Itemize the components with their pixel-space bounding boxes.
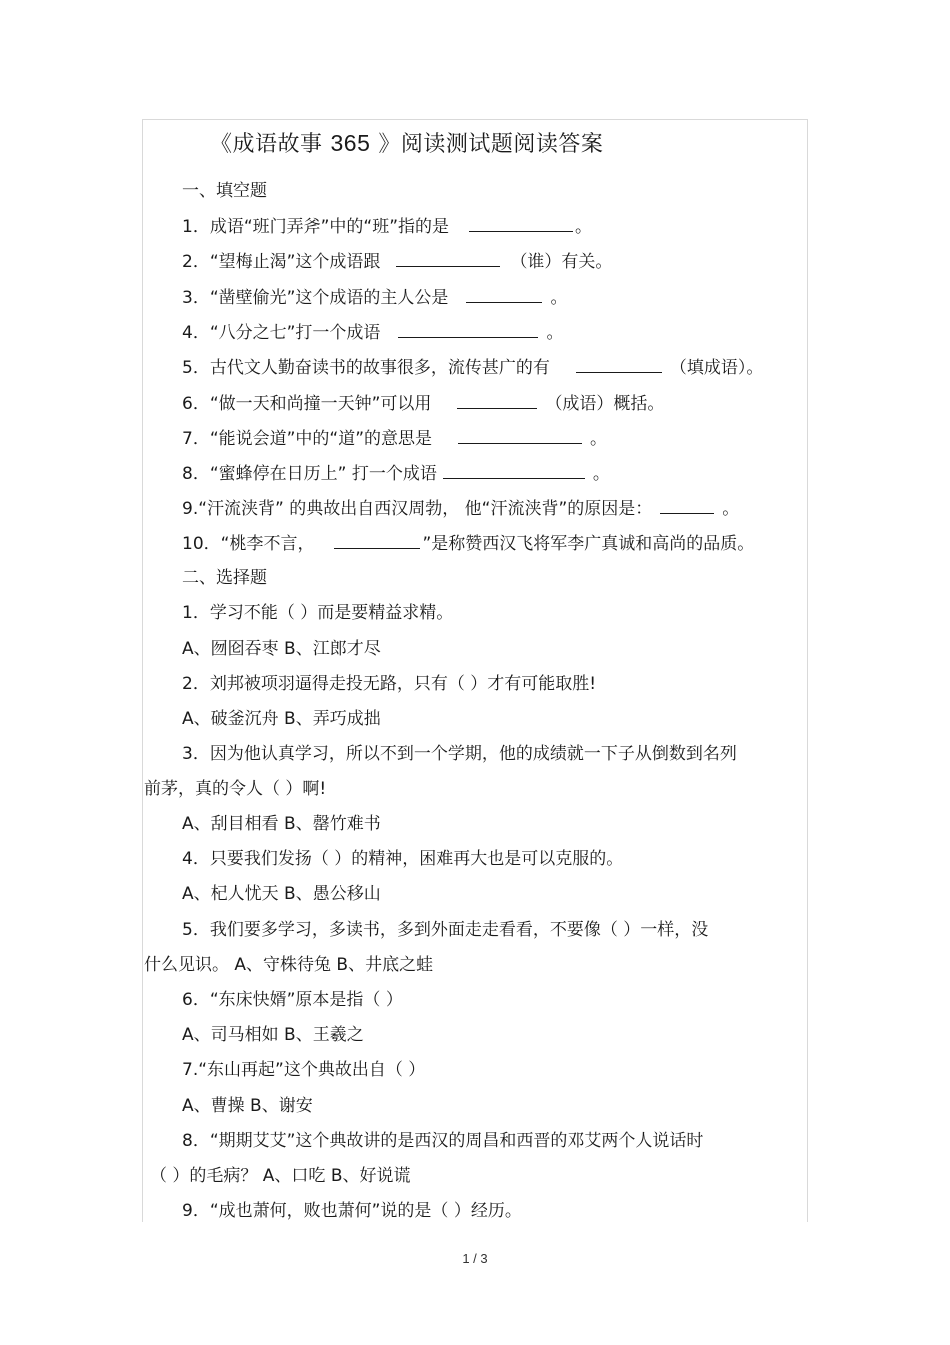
answer-blank[interactable]	[469, 215, 573, 232]
answer-blank[interactable]	[576, 356, 662, 373]
fill-question-text: 9.“汗流浃背” 的典故出自西汉周勃， 他“汗流浃背”的原因是：	[182, 499, 653, 519]
answer-blank[interactable]	[334, 532, 420, 549]
fill-question-text: 4．“八分之七”打一个成语	[182, 323, 381, 343]
fill-question-text: 6．“做一天和尚撞一天钟”可以用	[182, 394, 432, 414]
page-frame	[142, 119, 808, 1222]
section-heading-fill: 一、填空题	[182, 181, 267, 201]
fill-question-suffix: 。	[722, 499, 740, 519]
title-number: 365	[330, 130, 371, 156]
choice-question-4: 4．只要我们发扬（ ）的精神，困难再大也是可以克服的。	[182, 849, 624, 869]
fill-question-10	[182, 532, 754, 555]
choice-question-1: 1．学习不能（ ）而是要精益求精。	[182, 603, 454, 623]
choice-question-8-cont: （ ）的毛病？ A、口吃 B、好说谎	[150, 1166, 411, 1186]
fill-question-4	[182, 321, 563, 344]
page-number: 1 / 3	[462, 1251, 488, 1266]
title-pre: 《成语故事	[210, 132, 323, 157]
choice-question-5-cont: 什么见识。 A、守株待兔 B、井底之蛙	[144, 955, 434, 975]
choice-question-3-cont: 前茅，真的令人（ ）啊!	[144, 779, 327, 799]
answer-blank[interactable]	[457, 392, 537, 409]
fill-question-suffix: 。	[592, 464, 610, 484]
fill-question-suffix: （填成语）。	[669, 358, 764, 378]
fill-question-9	[182, 497, 739, 520]
choice-options-2: A、破釜沉舟 B、弄巧成拙	[182, 709, 381, 729]
fill-question-text: 8．“蜜蜂停在日历上” 打一个成语	[182, 464, 437, 484]
answer-blank[interactable]	[398, 321, 538, 338]
choice-question-9: 9．“成也萧何，败也萧何”说的是（ ）经历。	[182, 1201, 522, 1221]
section-heading-choice: 二、选择题	[182, 568, 267, 588]
title-post: 》阅读测试题阅读答案	[378, 132, 604, 157]
fill-question-text: 1．成语“班门弄斧”中的“班”指的是	[182, 217, 450, 237]
fill-question-suffix: 。	[590, 429, 608, 449]
fill-question-suffix: 。	[546, 323, 564, 343]
choice-question-5: 5．我们要多学习，多读书，多到外面走走看看，不要像（ ）一样，没	[182, 920, 709, 940]
fill-question-text: 7．“能说会道”中的“道”的意思是	[182, 429, 433, 449]
choice-question-2: 2．刘邦被项羽逼得走投无路，只有（ ）才有可能取胜!	[182, 674, 597, 694]
fill-question-2	[182, 250, 612, 273]
answer-blank[interactable]	[660, 497, 714, 514]
choice-options-4: A、杞人忧天 B、愚公移山	[182, 884, 381, 904]
choice-options-1: A、囫囵吞枣 B、江郎才尽	[182, 639, 381, 659]
choice-options-6: A、司马相如 B、王羲之	[182, 1025, 364, 1045]
choice-question-8: 8．“期期艾艾”这个典故讲的是西汉的周昌和西晋的邓艾两个人说话时	[182, 1131, 704, 1151]
fill-question-5	[182, 356, 763, 379]
fill-question-8	[182, 462, 610, 485]
answer-blank[interactable]	[466, 286, 542, 303]
fill-question-suffix: （谁）有关。	[510, 252, 613, 272]
fill-question-6	[182, 392, 664, 415]
choice-options-7: A、曹操 B、谢安	[182, 1096, 313, 1116]
fill-question-text: 5．古代文人勤奋读书的故事很多，流传甚广的有	[182, 358, 550, 378]
fill-question-suffix: 。	[550, 288, 568, 308]
choice-question-6: 6．“东床快婿”原本是指（ ）	[182, 990, 403, 1010]
fill-question-suffix: ”是称赞西汉飞将军李广真诚和高尚的品质。	[422, 534, 755, 554]
fill-question-text: 10．“桃李不言，	[182, 534, 315, 554]
choice-options-3: A、刮目相看 B、罄竹难书	[182, 814, 381, 834]
choice-question-3: 3．因为他认真学习，所以不到一个学期，他的成绩就一下子从倒数到名列	[182, 744, 737, 764]
fill-question-3	[182, 286, 567, 309]
choice-question-7: 7.“东山再起”这个典故出自（ ）	[182, 1060, 426, 1080]
fill-question-text: 3．“凿壁偷光”这个成语的主人公是	[182, 288, 449, 308]
answer-blank[interactable]	[443, 462, 585, 479]
answer-blank[interactable]	[458, 427, 582, 444]
fill-question-suffix: 。	[575, 217, 593, 237]
page-title	[210, 127, 603, 158]
fill-question-1	[182, 215, 592, 238]
answer-blank[interactable]	[396, 250, 500, 267]
fill-question-text: 2．“望梅止渴”这个成语跟	[182, 252, 381, 272]
fill-question-7	[182, 427, 607, 450]
fill-question-suffix: （成语）概括。	[545, 394, 665, 414]
